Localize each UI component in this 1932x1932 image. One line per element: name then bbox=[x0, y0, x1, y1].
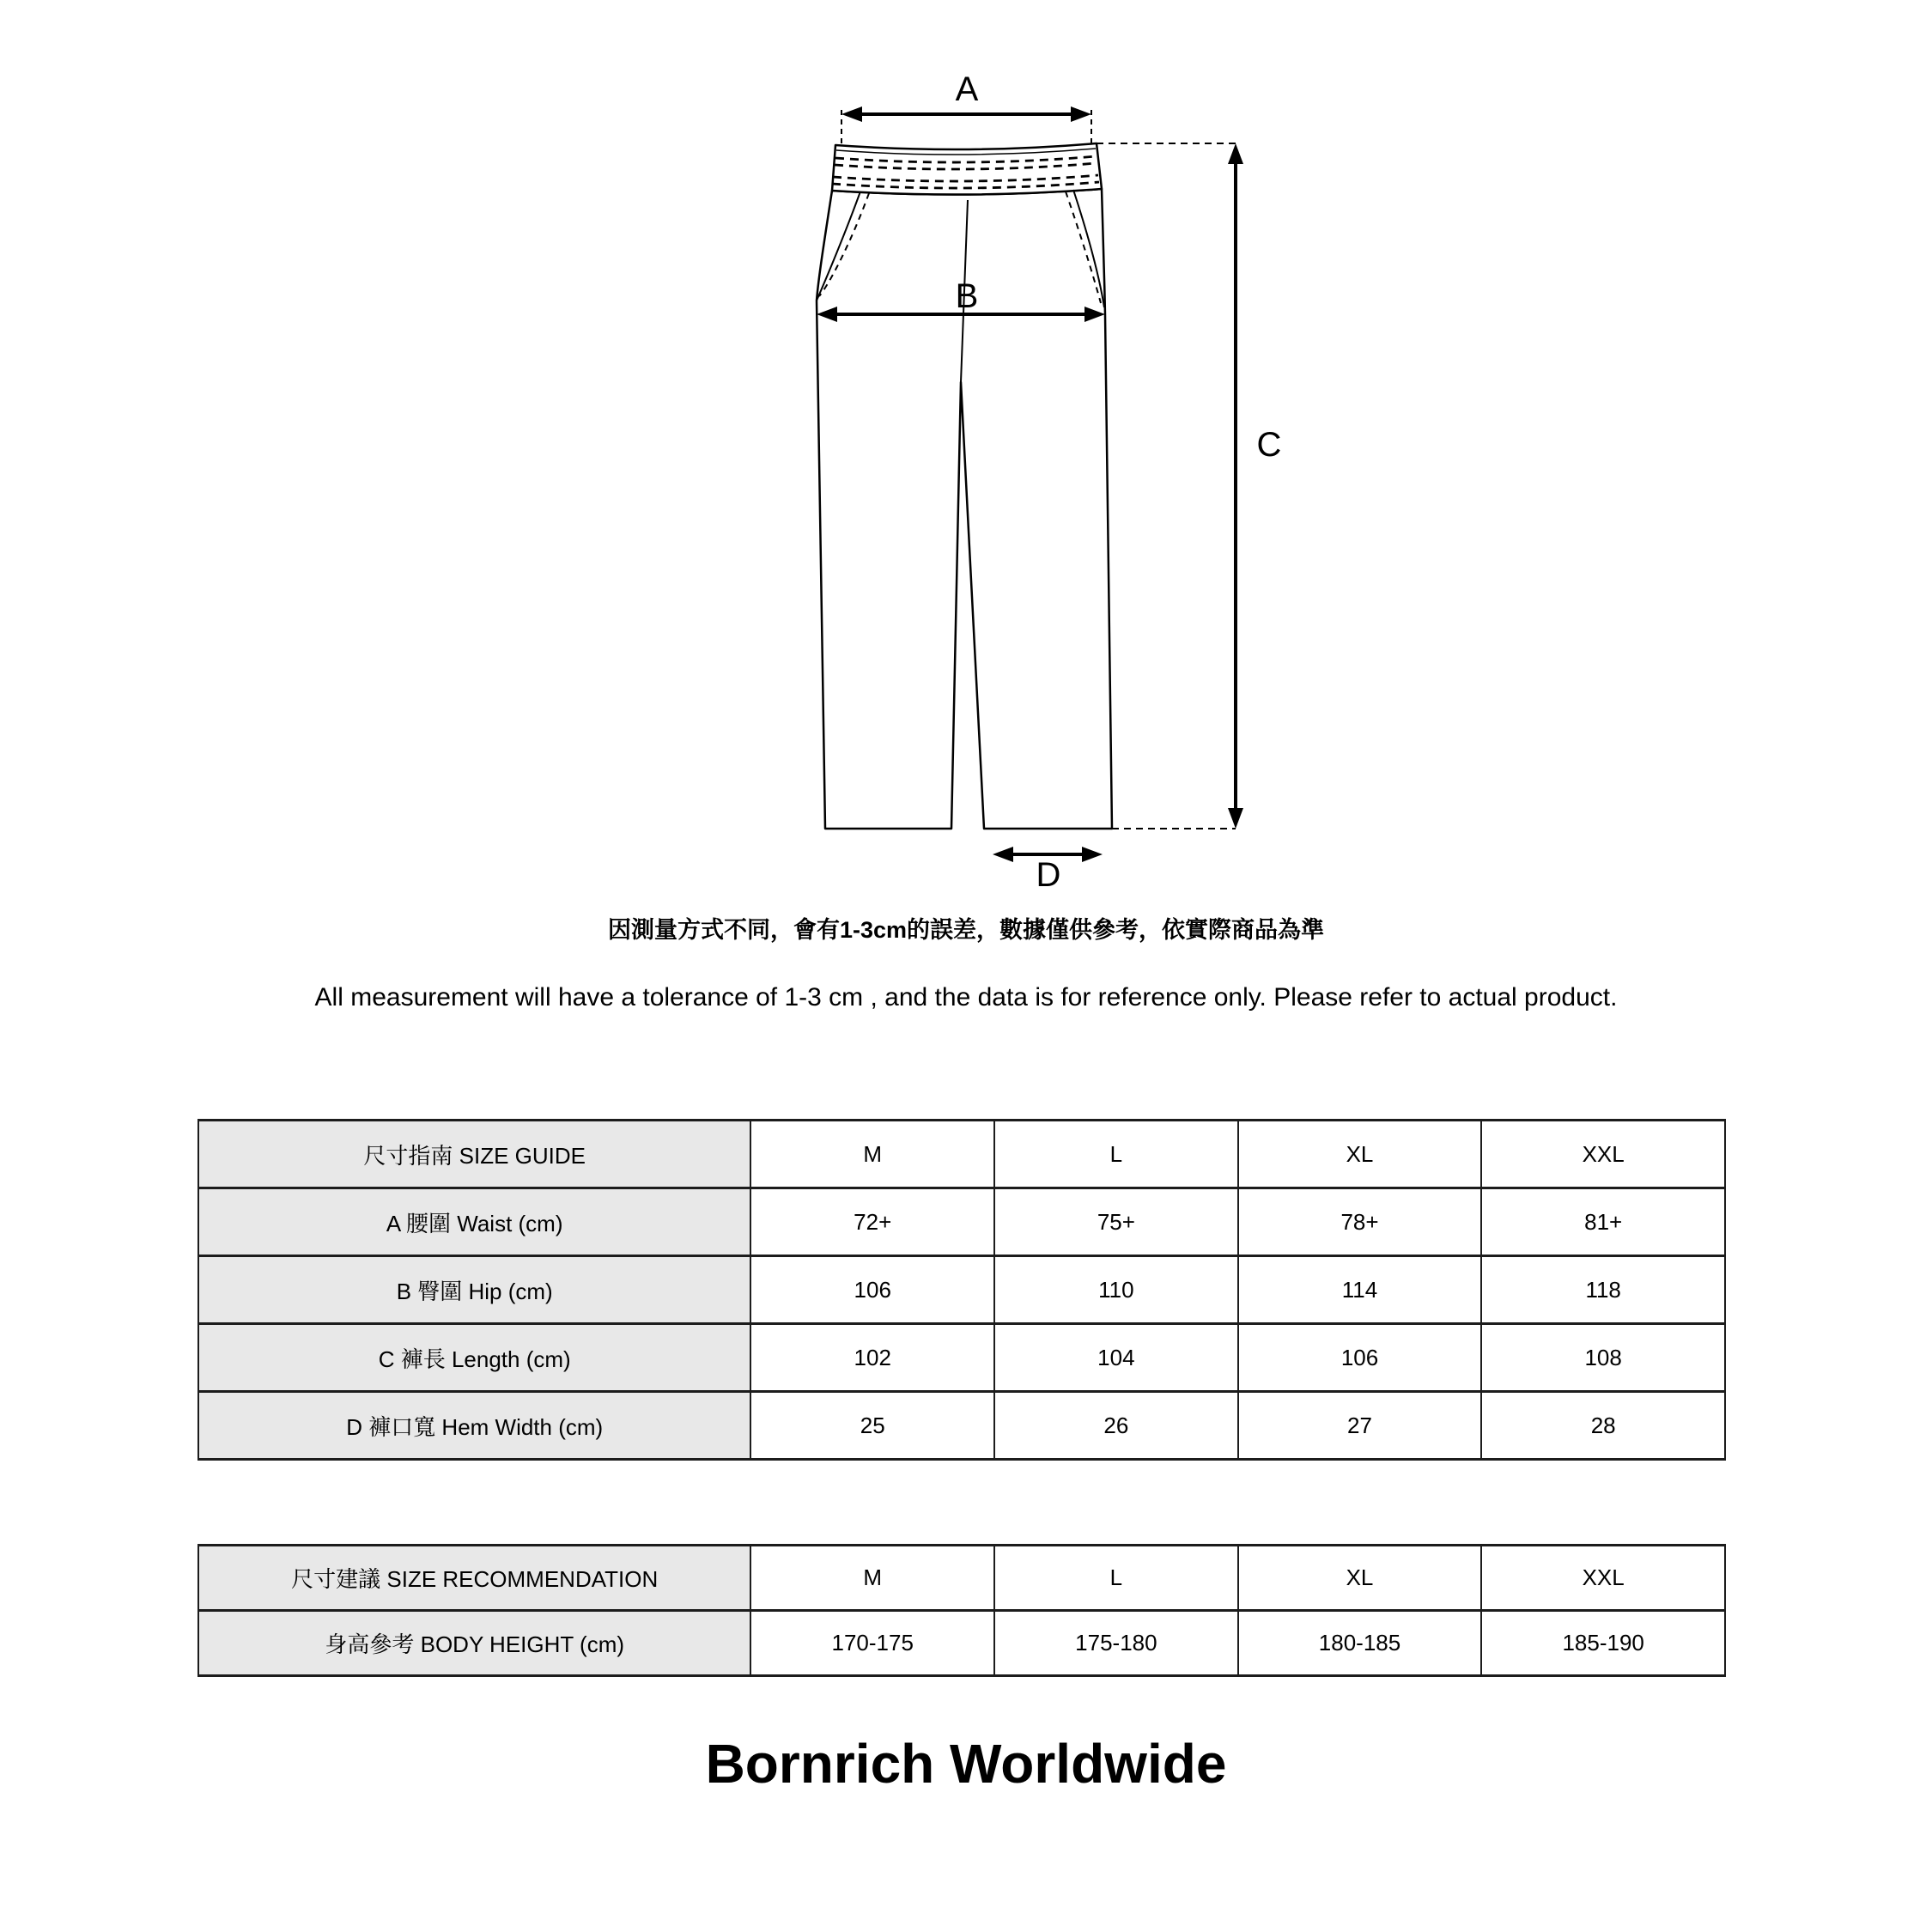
row-label-cell: C 褲長 Length (cm) bbox=[198, 1324, 750, 1392]
size-header-cell: L bbox=[994, 1121, 1238, 1188]
row-label-cell: 尺寸建議 SIZE RECOMMENDATION bbox=[198, 1546, 750, 1611]
value-cell: 78+ bbox=[1238, 1188, 1482, 1256]
row-label-cell: B 臀圍 Hip (cm) bbox=[198, 1256, 750, 1324]
value-cell: 25 bbox=[750, 1392, 994, 1460]
value-cell: 28 bbox=[1481, 1392, 1725, 1460]
pants-measurement-diagram bbox=[790, 69, 1322, 910]
row-label-cell: A 腰圍 Waist (cm) bbox=[198, 1188, 750, 1256]
value-cell: 27 bbox=[1238, 1392, 1482, 1460]
size-header-cell: XXL bbox=[1481, 1121, 1725, 1188]
brand-name: Bornrich Worldwide bbox=[705, 1733, 1227, 1795]
size-header-cell: XXL bbox=[1481, 1546, 1725, 1611]
value-cell: 170-175 bbox=[750, 1611, 994, 1676]
size-header-cell: M bbox=[750, 1546, 994, 1611]
size-header-cell: M bbox=[750, 1121, 994, 1188]
value-cell: 102 bbox=[750, 1324, 994, 1392]
value-cell: 114 bbox=[1238, 1256, 1482, 1324]
table-row bbox=[198, 1611, 1725, 1676]
size-header-cell: XL bbox=[1238, 1121, 1482, 1188]
size-header-cell: XL bbox=[1238, 1546, 1482, 1611]
table-row bbox=[198, 1324, 1725, 1392]
value-cell: 26 bbox=[994, 1392, 1238, 1460]
tolerance-note-zh: 因測量方式不同，會有1-3cm的誤差，數據僅供參考，依實際商品為準 bbox=[607, 917, 1325, 943]
label-c: C bbox=[1256, 426, 1282, 464]
size-header-cell: L bbox=[994, 1546, 1238, 1611]
measurement-arrow-a bbox=[841, 106, 1091, 146]
value-cell: 75+ bbox=[994, 1188, 1238, 1256]
table-header-row bbox=[198, 1121, 1725, 1188]
size-recommendation-table bbox=[197, 1544, 1726, 1677]
table-row bbox=[198, 1392, 1725, 1460]
label-b: B bbox=[955, 277, 979, 315]
table-row bbox=[198, 1256, 1725, 1324]
label-d: D bbox=[1036, 856, 1061, 894]
value-cell: 81+ bbox=[1481, 1188, 1725, 1256]
value-cell: 110 bbox=[994, 1256, 1238, 1324]
value-cell: 175-180 bbox=[994, 1611, 1238, 1676]
row-label-cell: 尺寸指南 SIZE GUIDE bbox=[198, 1121, 750, 1188]
table-row bbox=[198, 1188, 1725, 1256]
measurement-arrow-c bbox=[1097, 143, 1243, 829]
row-label-cell: D 褲口寬 Hem Width (cm) bbox=[198, 1392, 750, 1460]
value-cell: 72+ bbox=[750, 1188, 994, 1256]
value-cell: 180-185 bbox=[1238, 1611, 1482, 1676]
value-cell: 104 bbox=[994, 1324, 1238, 1392]
value-cell: 106 bbox=[1238, 1324, 1482, 1392]
value-cell: 118 bbox=[1481, 1256, 1725, 1324]
label-a: A bbox=[955, 70, 979, 108]
tolerance-note-en: All measurement will have a tolerance of 1-3 cm , and the data is for reference only. Please refer to actual product. bbox=[314, 983, 1618, 1012]
value-cell: 185-190 bbox=[1481, 1611, 1725, 1676]
value-cell: 108 bbox=[1481, 1324, 1725, 1392]
row-label-cell: 身高參考 BODY HEIGHT (cm) bbox=[198, 1611, 750, 1676]
size-guide-table bbox=[197, 1119, 1726, 1461]
value-cell: 106 bbox=[750, 1256, 994, 1324]
table-header-row bbox=[198, 1546, 1725, 1611]
